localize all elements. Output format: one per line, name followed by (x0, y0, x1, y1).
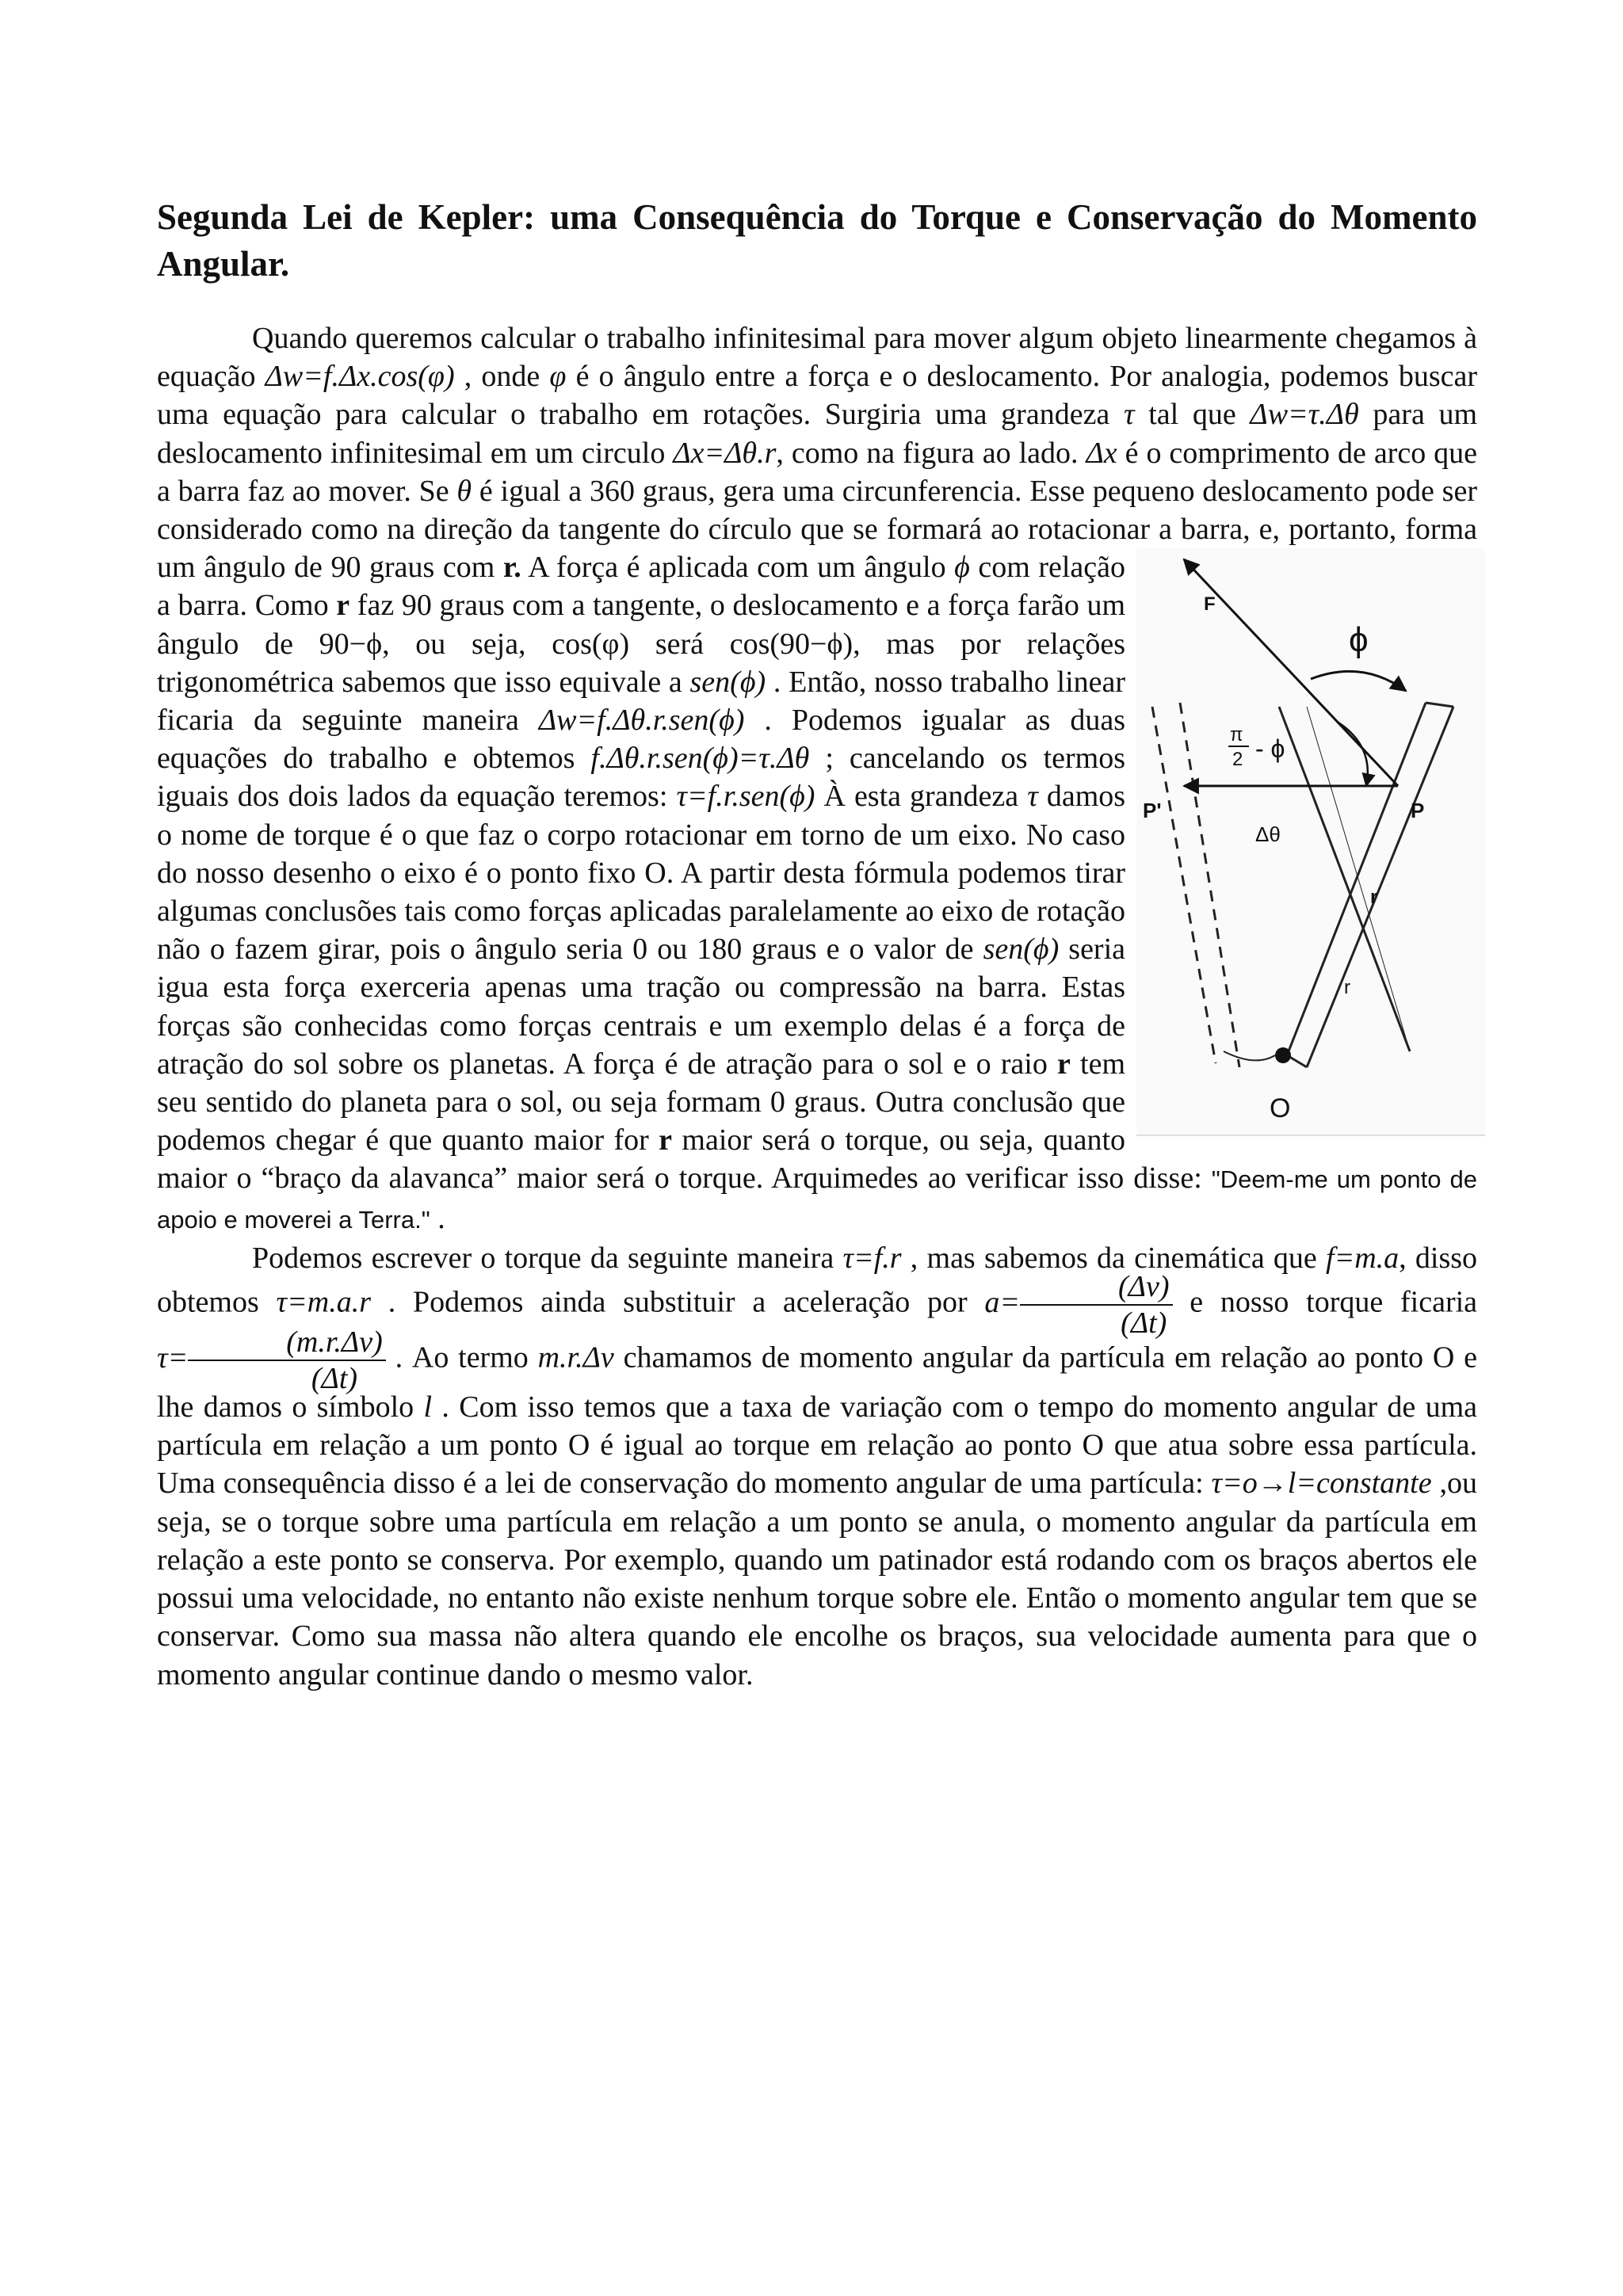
symbol-theta: θ (456, 474, 472, 508)
label-p-prime: P' (1143, 799, 1162, 823)
equation-torque: τ=f.r.sen(ϕ) (676, 780, 815, 814)
label-phi: ϕ (1349, 620, 1369, 660)
paragraph-torque-derivation: Quando queremos calcular o trabalho infinitesimal para mover algum objeto linearmente chegamos à equação Δw=f.Δx.cos(φ) , onde φ é o ângulo entre a força e o deslocamento. Por analogia, podemos buscar uma equação para calcular o trabalho em rotações. Surgiria uma grandeza τ tal que Δw=τ.Δθ para um deslocamento infinitesimal em um circulo Δx=Δθ.r, como na figura ao lado. Δx é o comprimento de arco que a barra faz ao mover. Se θ é igual a 360 graus, gera uma circunferencia. Esse pequeno deslocamento pode ser considerado como na direção da tangente do círculo que se formará ao rotacionar a barra, e, portanto, forma um ângulo de 90 graus com F ϕ π 2 - ϕ P' P Δθ r r O r. A força é aplicada com um ângulo ϕ com relação a barra. Como r faz 90 graus com a tangente, o deslocamento e a força farão um ângulo de 90−ϕ, ou seja, cos(φ) será cos(90−ϕ), mas por relações trigonométrica sabemos que isso equivale a sen(ϕ) . Então, nosso trabalho linear ficaria da seguinte maneira Δw=f.Δθ.r.sen(ϕ) . Podemos igualar as duas equações do trabalho e obtemos f.Δθ.r.sen(ϕ)=τ.Δθ ; cancelando os termos iguais dos dois lados da equação teremos: τ=f.r.sen(ϕ) À esta grandeza τ damos o nome de torque é o que faz o corpo rotacionar em torno de um eixo. No caso do nosso desenho o eixo é o ponto fixo O. A partir desta fórmula podemos tirar algumas conclusões tais como forças aplicadas paralelamente ao eixo de rotação não o fazem girar, pois o ângulo seria 0 ou 180 graus e o valor de sen(ϕ) seria igua esta força exerceria apenas uma tração ou compressão na barra. Estas forças são conhecidas como forças centrais e um exemplo delas é a força de atração do sol sobre os planetas. A força é de atração para o sol e o raio r tem seu sentido do planeta para o sol, ou seja formam 0 graus. Outra conclusão que podemos chegar é que quanto maior for r maior será o torque, ou seja, quanto maior o “braço da alavanca” maior será o torque. Arquimedes ao verificar isso disse: "Deem-me um ponto de apoio e moverei a Terra." . (157, 319, 1477, 1239)
equation-work-rotation: Δw=τ.Δθ (1250, 398, 1359, 432)
label-2: 2 (1232, 749, 1243, 771)
equation-cos-phi: cos(φ) (552, 627, 630, 661)
torque-diagram-figure (1136, 548, 1485, 1136)
equation-conservation: τ=o→l=constante (1211, 1466, 1432, 1501)
paragraph-angular-momentum: Podemos escrever o torque da seguinte maneira τ=f.r , mas sabemos da cinemática que f=m.a, disso obtemos τ=m.a.r . Podemos ainda substituir a aceleração por a= $\frac{(\Delta v)}{(\Delta t)}$ e nosso torque ficaria τ= $\frac{(m.r.\Delta v)}{(\Delta t)}$ . Ao termo m.r.Δv chamamos de momento angular da partícula em relação ao ponto O e lhe damos o símbolo l . Com isso temos que a taxa de variação com o tempo do momento angular de uma partícula em relação a um ponto O é igual ao torque em relação ao ponto O que atua sobre essa partícula. Uma consequência disso é a lei de conservação do momento angular de uma partícula: τ=o→l=constante ,ou seja, se o torque sobre uma partícula em relação a um ponto se anula, o momento angular da partícula em relação a este ponto se conserva. Por exemplo, quando um patinador está rodando com os braços abertos ele possui uma velocidade, no entanto não existe nenhum torque sobre ele. Então o momento angular tem que se conservar. Como sua massa não altera quando ele encolhe os braços, sua velocidade aumenta para que o momento angular continue dando o mesmo valor. (157, 1241, 1478, 1691)
symbol-phi: φ (549, 360, 567, 394)
equation-torque-momentum: τ= $\frac{(m.r.\Delta v)}{(\Delta t)}$ (157, 1341, 386, 1375)
equation-torque-mar: τ=m.a.r (276, 1285, 372, 1319)
complement-angle-arc (1338, 723, 1368, 786)
label-r-right: r (1370, 887, 1378, 909)
phi-arc (1311, 672, 1406, 692)
label-delta-theta: Δθ (1255, 822, 1281, 847)
equation-torque-simple: τ=f.r (842, 1241, 902, 1275)
equation-newton: f=m.a (1326, 1241, 1400, 1275)
label-f: F (1204, 593, 1216, 616)
label-minus-phi: - ϕ (1255, 734, 1285, 764)
equation-work-sen: Δw=f.Δθ.r.sen(ϕ) (538, 704, 745, 738)
symbol-delta-x: Δx (1086, 436, 1117, 470)
equation-acceleration: a= $\frac{(\Delta v)}{(\Delta t)}$ (984, 1286, 1172, 1319)
symbol-tau-2: τ (1027, 780, 1038, 814)
symbol-tau: τ (1123, 398, 1135, 432)
equation-sen-phi-2: sen(ϕ) (983, 933, 1060, 967)
label-r-left: r (1344, 977, 1350, 999)
equation-work-linear: Δw=f.Δx.cos(φ) (265, 360, 455, 394)
equation-momentum-term: m.r.Δv (537, 1341, 614, 1375)
document-page (157, 194, 1477, 1694)
page-title: Segunda Lei de Kepler: uma Consequência do Torque e Conservação do Momento Angular. (157, 197, 1477, 284)
rotation-arc (1224, 1051, 1275, 1060)
label-pi: π (1230, 724, 1243, 746)
equation-equalized: f.Δθ.r.sen(ϕ)=τ.Δθ (590, 742, 810, 776)
symbol-phi-2: ϕ (954, 551, 970, 585)
equation-complement: 90−ϕ (319, 627, 383, 661)
symbol-l: l (423, 1390, 433, 1425)
pivot-point-o (1275, 1047, 1291, 1063)
torque-diagram (1136, 548, 1485, 1135)
equation-cos-complement: cos(90−ϕ) (729, 627, 854, 661)
label-o: O (1270, 1093, 1291, 1124)
equation-arc-length: Δx=Δθ.r (673, 436, 777, 470)
archimedes-quote: "Deem-me um ponto de apoio e moverei a Terra." (157, 1165, 1477, 1234)
document-body (157, 319, 1477, 1694)
label-p: P (1411, 799, 1425, 823)
equation-sen-phi: sen(ϕ) (689, 665, 766, 699)
